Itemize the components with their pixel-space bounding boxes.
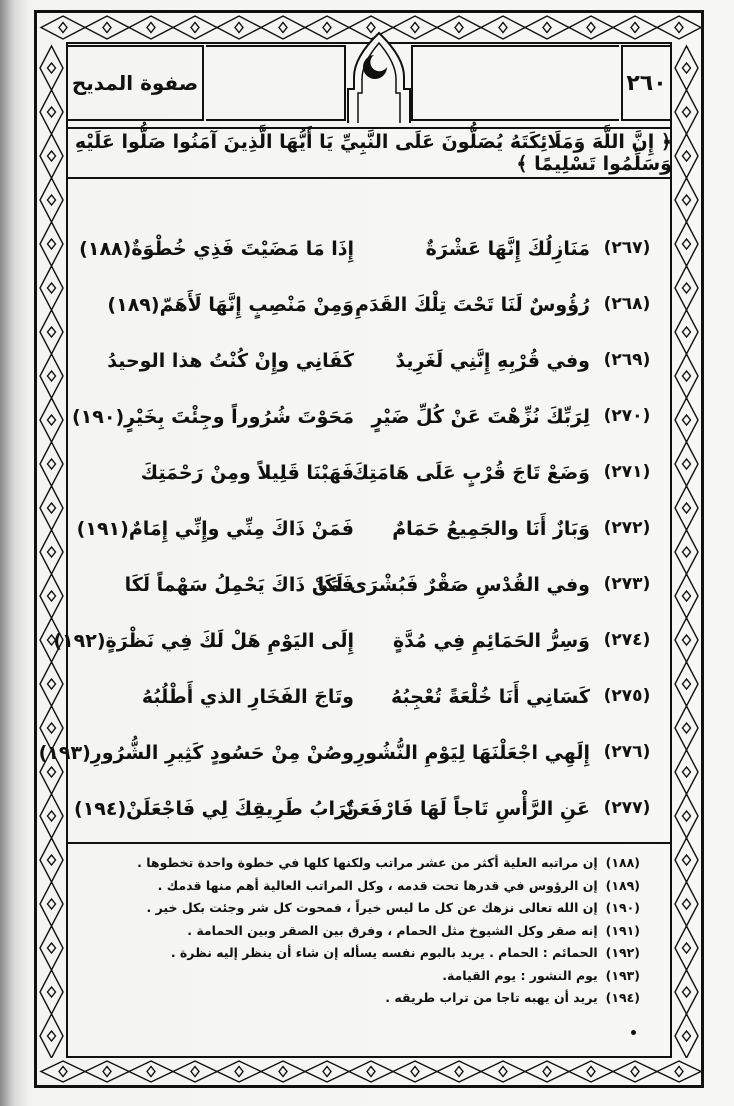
footnote-item [120, 942, 640, 965]
poem-row [66, 456, 672, 512]
first-hemistich: وَضَعْ تَاجَ قُرْبٍ عَلَى هَامَتِكَ [351, 462, 590, 484]
poem-row [66, 568, 672, 624]
first-hemistich: كَسَانِي أَنَا خُلْعَةً تُعْجِبُهُ [390, 686, 590, 708]
end-mark-dot [631, 1030, 636, 1035]
second-hemistich: وتَاجَ الفَخَارِ الذي أَطْلُبُهُ [141, 686, 354, 708]
footnote-item [120, 965, 640, 988]
first-hemistich: وفي القُدْسِ صَقْرٌ فَبُشْرَى لَكَا [317, 574, 590, 596]
ornament-left-band [37, 42, 66, 1058]
verse-number: (٢٧٦) [603, 742, 651, 762]
section-title: صفوة المديح [66, 45, 204, 121]
footnote-item [120, 852, 640, 875]
second-hemistich: إِذَا مَا مَضَيْتَ فَذِي خُطْوَةٌ(١٨٨) [79, 238, 354, 260]
poem-row [66, 512, 672, 568]
footnote-text: الحمائم : الحمام . يريد بالبوم نفسه يسأله إن شاء أن ينظر إليه نظرة . [170, 945, 598, 960]
footnote-number: (١٨٨) [605, 855, 640, 870]
footnote-number: (١٩٣) [605, 967, 640, 983]
footnote-number: (١٩١) [605, 922, 640, 938]
footnote-number: (١٩٠) [605, 900, 640, 915]
second-hemistich: تُرَابُ طَرِيقِكَ لِي فَاجْعَلَنْ(١٩٤) [74, 798, 354, 820]
page-header [66, 45, 672, 125]
footnote-number: (١٨٩) [605, 877, 640, 893]
first-hemistich: عَنِ الرَّأْسِ تَاجاً لَهَا فَارْفَعَنْ [342, 798, 590, 820]
poem-row [66, 344, 672, 400]
footnote-divider [66, 842, 672, 844]
verse-number: (٢٦٨) [603, 294, 651, 314]
footnote-number: (١٩٤) [605, 990, 640, 1005]
footnote-item [120, 875, 640, 898]
verse-number: (٢٧١) [603, 462, 651, 482]
poem-row [66, 400, 672, 456]
verse-number: (٢٧٢) [603, 518, 651, 538]
second-hemistich: مَحَوْتَ شُرُوراً وجِئْتَ بِخَيْرٍ(١٩٠) [71, 406, 354, 428]
header-blank-left [206, 45, 346, 121]
second-hemistich: إِلَى اليَوْمِ هَلْ لَكَ فِي نَظْرَةٍ(١٩٢) [53, 630, 354, 652]
verse-number: (٢٧٧) [603, 798, 651, 818]
verse-number: (٢٦٩) [603, 350, 651, 370]
page-number: ٢٦٠ [621, 45, 672, 121]
footnote-text: يوم النشور : يوم القيامة. [442, 967, 598, 983]
first-hemistich: وَبَازٌ أَنَا والجَمِيعُ حَمَامٌ [392, 518, 590, 540]
footnote-text: إن الله تعالى نزهك عن كل ما ليس خيراً ، فمحوت كل شر وجئت بكل خير . [146, 900, 598, 915]
footnote-item [120, 987, 640, 1010]
footnote-item [120, 897, 640, 920]
first-hemistich: وَسِرُّ الحَمَائِمِ فِي مُدَّةٍ [392, 630, 590, 652]
verse-number: (٢٧٠) [603, 406, 651, 426]
first-hemistich: لِرَبِّكَ نُزِّهْتَ عَنْ كُلِّ ضَيْرٍ [371, 406, 590, 428]
verse-number: (٢٧٣) [603, 574, 651, 594]
footnote-text: إنه صقر وكل الشيوخ مثل الحمام ، وفرق بين الصقر وبين الحمامة . [187, 922, 598, 938]
footnotes [120, 852, 640, 1010]
poem-row [66, 288, 672, 344]
second-hemistich: كَفَانِي وإِنْ كُنْتُ هذا الوحيدُ [107, 350, 354, 372]
quranic-verse-banner: ﴿ إِنَّ اللَّهَ وَمَلَائِكَتَهُ يُصَلُّونَ عَلَى النَّبِيِّ يَا أَيُّهَا الَّذِينَ آمَنُوا صَلُّوا عَلَيْهِ وَسَلِّمُوا تَسْلِيمًا ﴾ [66, 127, 672, 179]
first-hemistich: إِلَهِي اجْعَلْنَهَا لِيَوْمِ النُّشُورِ [354, 742, 590, 764]
second-hemistich: فَمَنْ ذَاكَ مِنِّي وإِنِّي إِمَامٌ(١٩١) [76, 518, 354, 540]
footnote-number: (١٩٢) [605, 945, 640, 960]
poem-row [38, 736, 672, 792]
footnote-text: إن الرؤوس في قدرها تحت قدمه ، وكل المراتب العالية أهم منها قدمك . [157, 877, 598, 893]
first-hemistich: مَنَازِلُكَ إِنَّهَا عَشْرَةٌ [425, 238, 590, 260]
first-hemistich: رُؤُوسٌ لَنَا تَحْتَ تِلْكَ القَدَمِ [354, 294, 590, 316]
poem-row [53, 624, 672, 680]
verse-number: (٢٦٧) [603, 238, 651, 258]
verse-number: (٢٧٥) [603, 686, 651, 706]
second-hemistich: فَمَنْ ذَاكَ يَحْمِلُ سَهْماً لَكَا [124, 574, 354, 596]
verse-number: (٢٧٤) [603, 630, 651, 650]
footnote-text: إن مراتبه العلية أكثر من عشر مراتب ولكنها كلها في خطوة واحدة تخطوها . [137, 855, 598, 870]
poem-verses [38, 232, 672, 848]
header-blank-right [411, 45, 619, 121]
poem-row [66, 232, 672, 288]
second-hemistich: فَهَبْنَا قَلِيلاً ومِنْ رَحْمَتِكَ [140, 462, 354, 484]
ornament-right-band [672, 42, 701, 1058]
second-hemistich: وصُنْ مِنْ حَسُودٍ كَثِيرِ الشُّرُورِ(١٩٣) [38, 742, 354, 764]
second-hemistich: وَمِنْ مَنْصِبٍ إِنَّهَا لَأَهَمّ(١٨٩) [107, 294, 354, 316]
poem-row [66, 680, 672, 736]
poem-row [66, 792, 672, 848]
crescent-dome-icon [346, 27, 412, 127]
footnote-item [120, 920, 640, 943]
first-hemistich: وفي قُرْبِهِ إِنَّنِي لَغَرِيدٌ [395, 350, 590, 372]
footnote-text: يريد أن يهبه تاجا من تراب طريقه . [385, 990, 598, 1005]
ornament-bottom-band [37, 1058, 701, 1085]
